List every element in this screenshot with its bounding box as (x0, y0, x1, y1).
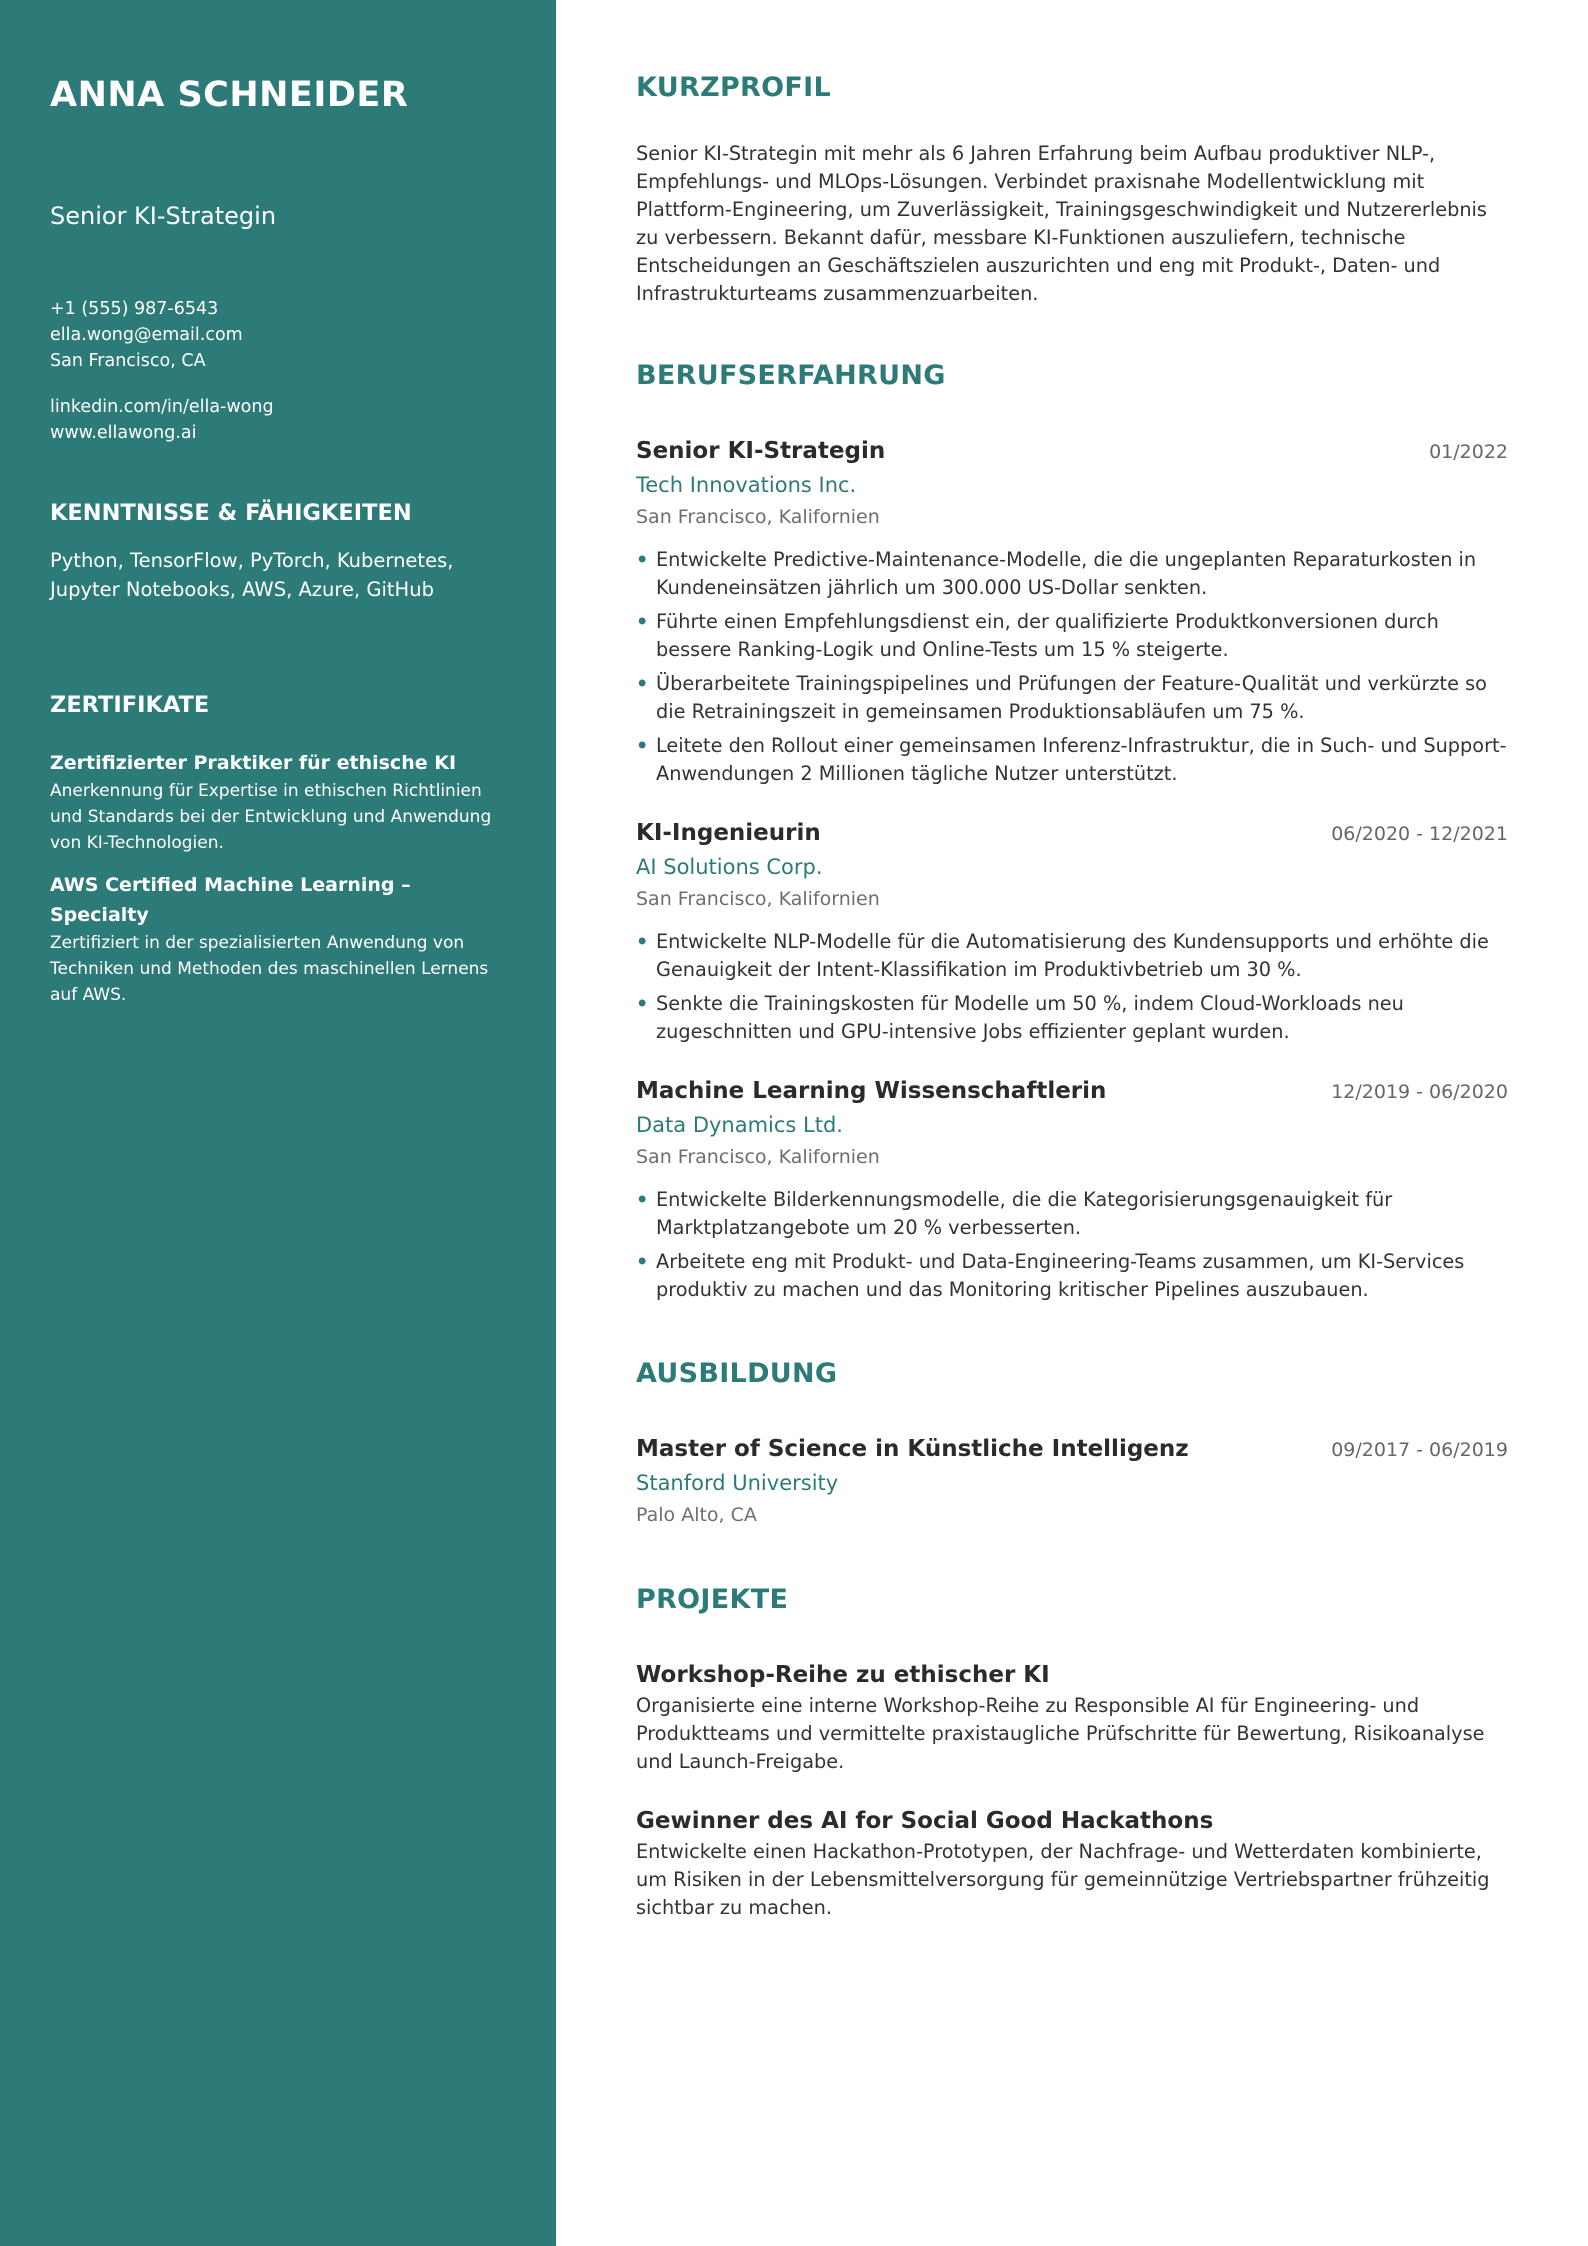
contact-email: ella.wong@email.com (50, 325, 243, 345)
job-date: 06/2020 - 12/2021 (1331, 823, 1508, 845)
job-location: San Francisco, Kalifornien (636, 888, 880, 910)
project-description: Organisierte eine interne Workshop-Reihe zu Responsible AI für Engineering- und Produktteams und vermittelte praxistaugliche Prüfschritte für Bewertung, Risikoanalyse und Launch-Freigabe. (636, 1694, 1485, 1773)
experience-entry (636, 434, 1508, 788)
job-bullets (636, 546, 1508, 788)
person-role: Senior KI-Strategin (50, 202, 277, 230)
bullet-item: • Arbeitete eng mit Produkt- und Data-Engineering-Teams zusammen, um KI-Services produktiv zu machen und das Monitoring kritischer Pipelines auszubauen. (636, 1248, 1508, 1304)
company-name: AI Solutions Corp. (636, 855, 823, 879)
cert-item (50, 870, 506, 1008)
entry-header (636, 434, 1508, 468)
bullet-item: • Entwickelte Predictive-Maintenance-Modelle, die die ungeplanten Reparaturkosten in Kundeneinsätzen jährlich um 300.000 US-Dollar senkten. (636, 546, 1508, 602)
main-content (556, 0, 1588, 2246)
cert-title: Zertifizierter Praktiker für ethische KI (50, 752, 457, 774)
contact-location: San Francisco, CA (50, 351, 206, 371)
projects-heading: PROJEKTE (636, 1584, 789, 1615)
bullet-item: • Überarbeitete Trainingspipelines und Prüfungen der Feature-Qualität und verkürzte so die Retrainingszeit in gemeinsamen Produktionsabläufen um 75 %. (636, 670, 1508, 726)
experience-entry (636, 1074, 1508, 1304)
job-title: Machine Learning Wissenschaftlerin (636, 1078, 1107, 1104)
contact-linkedin: linkedin.com/in/ella-wong (50, 397, 274, 417)
contact-phone: +1 (555) 987-6543 (50, 299, 219, 319)
bullet-item: • Entwickelte Bilderkennungsmodelle, die die Kategorisierungsgenauigkeit für Marktplatzangebote um 20 % verbesserten. (636, 1186, 1508, 1242)
company-name: Data Dynamics Ltd. (636, 1113, 843, 1137)
bullet-item: • Senkte die Trainingskosten für Modelle um 50 %, indem Cloud-Workloads neu zugeschnitten und GPU-intensive Jobs effizienter geplant wurden. (636, 990, 1508, 1046)
contact-block (50, 296, 506, 446)
cert-title: AWS Certified Machine Learning – Specialty (50, 874, 411, 926)
project-title: Workshop-Reihe zu ethischer KI (636, 1662, 1050, 1688)
job-title: KI-Ingenieurin (636, 820, 821, 846)
contact-website: www.ellawong.ai (50, 423, 197, 443)
cert-description: Anerkennung für Expertise in ethischen Richtlinien und Standards bei der Entwicklung und Anwendung von KI-Technologien. (50, 781, 492, 853)
job-location: San Francisco, Kalifornien (636, 506, 880, 528)
contact-gap (50, 374, 506, 394)
job-date: 12/2019 - 06/2020 (1331, 1081, 1508, 1103)
bullet-item: • Leitete den Rollout einer gemeinsamen Inferenz-Infrastruktur, die in Such- und Support-Anwendungen 2 Millionen tägliche Nutzer unterstützt. (636, 732, 1508, 788)
experience-entry (636, 816, 1508, 1046)
entry-header (636, 816, 1508, 850)
entry-header (636, 1074, 1508, 1108)
job-title: Senior KI-Strategin (636, 438, 886, 464)
person-name: ANNA SCHNEIDER (50, 75, 409, 115)
education-heading: AUSBILDUNG (636, 1358, 838, 1389)
job-location: San Francisco, Kalifornien (636, 1146, 880, 1168)
job-bullets (636, 1186, 1508, 1304)
project-title: Gewinner des AI for Social Good Hackathons (636, 1808, 1214, 1834)
cert-item (50, 748, 506, 856)
summary-heading: KURZPROFIL (636, 72, 831, 103)
cert-list (50, 748, 506, 1008)
bullet-item: • Entwickelte NLP-Modelle für die Automatisierung des Kundensupports und erhöhte die Genauigkeit der Intent-Klassifikation im Produktivbetrieb um 30 %. (636, 928, 1508, 984)
cert-description: Zertifiziert in der spezialisierten Anwendung von Techniken und Methoden des maschinellen Lernens auf AWS. (50, 933, 489, 1005)
project-entry (636, 1658, 1508, 1776)
skills-list: Python, TensorFlow, PyTorch, Kubernetes, Jupyter Notebooks, AWS, Azure, GitHub (50, 549, 454, 601)
sidebar (0, 0, 556, 2246)
school-location: Palo Alto, CA (636, 1504, 757, 1526)
experience-heading: BERUFSERFAHRUNG (636, 360, 946, 391)
certs-heading: ZERTIFIKATE (50, 692, 210, 718)
education-entry (636, 1432, 1508, 1530)
education-date: 09/2017 - 06/2019 (1331, 1439, 1508, 1461)
company-name: Tech Innovations Inc. (636, 473, 857, 497)
job-bullets (636, 928, 1508, 1046)
project-description: Entwickelte einen Hackathon-Prototypen, der Nachfrage- und Wetterdaten kombinierte, um Risiken in der Lebensmittelversorgung für gemeinnützige Vertriebspartner frühzeitig sichtbar zu machen. (636, 1840, 1490, 1919)
school-name: Stanford University (636, 1471, 839, 1495)
degree-title: Master of Science in Künstliche Intelligenz (636, 1436, 1189, 1462)
job-date: 01/2022 (1429, 441, 1508, 463)
project-entry (636, 1804, 1508, 1922)
summary-text: Senior KI-Strategin mit mehr als 6 Jahren Erfahrung beim Aufbau produktiver NLP-, Empfehlungs- und MLOps-Lösungen. Verbindet praxisnahe Modellentwicklung mit Plattform-Engineering, um Zuverlässigkeit, Trainingsgeschwindigkeit und Nutzererlebnis zu verbessern. Bekannt dafür, messbare KI-Funktionen auszuliefern, technische Entscheidungen an Geschäftszielen auszurichten und eng mit Produkt-, Daten- und Infrastrukturteams zusammenzuarbeiten. (636, 142, 1487, 305)
entry-header (636, 1432, 1508, 1466)
bullet-item: • Führte einen Empfehlungsdienst ein, der qualifizierte Produktkonversionen durch bessere Ranking-Logik und Online-Tests um 15 % steigerte. (636, 608, 1508, 664)
skills-heading: KENNTNISSE & FÄHIGKEITEN (50, 500, 412, 526)
